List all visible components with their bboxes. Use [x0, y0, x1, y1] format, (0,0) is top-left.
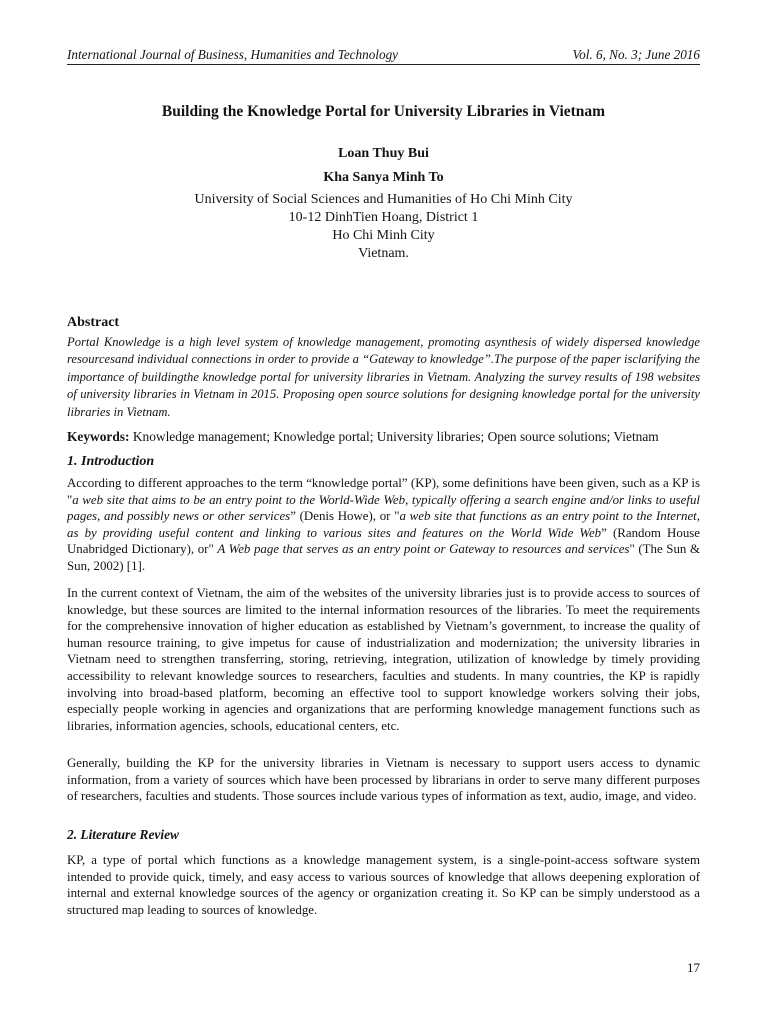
literature-review-heading: 2. Literature Review	[67, 827, 179, 842]
paper-title: Building the Knowledge Portal for University Libraries in Vietnam	[161, 103, 606, 120]
literature-review-paragraph-1: KP, a type of portal which functions as a knowledge management system, is a single-point-access software system intended to provide quick, timely, and easy access to various sources of knowledge that allows deepening exploration of internal and external knowledge sources of the agency or organization creating it. So KP can be simply understood as a structured map leading to sources of knowledge.	[67, 853, 700, 917]
keywords-label: Keywords:	[67, 429, 130, 444]
intro-p1-quote-1: a web site that aims to be an entry point to the World-Wide Web, typically offering a search engine and/or links to useful pages, and possibly news or other services	[67, 492, 700, 524]
running-header	[67, 46, 700, 65]
abstract-heading: Abstract	[67, 315, 120, 330]
affiliation-line-2: 10-12 DinhTien Hoang, District 1	[288, 210, 479, 225]
page-number: 17	[687, 960, 700, 975]
intro-p1-text-2: ” (Denis Howe), or "	[290, 509, 400, 524]
introduction-heading: 1. Introduction	[67, 454, 155, 469]
keywords	[67, 429, 700, 445]
journal-name: International Journal of Business, Humanities and Technology	[67, 47, 399, 62]
intro-p1-text-1: According to different approaches to the term “knowledge portal” (KP), some definitions have been given, such as a KP is "	[67, 476, 700, 507]
affiliation-line-3: Ho Chi Minh City	[332, 228, 435, 243]
intro-p1-text-4: " (The Sun & Sun, 2002) [1].	[67, 542, 701, 573]
introduction-paragraph-1	[67, 475, 700, 575]
affiliation-line-4: Vietnam.	[358, 246, 409, 261]
introduction-paragraph-3: Generally, building the KP for the university libraries in Vietnam is necessary to support users access to dynamic information, from a variety of sources which have been processed by librarians in order to serve many different purposes of researchers, faculties and students. Those sources include various types of information as text, audio, image, and video.	[67, 756, 700, 804]
affiliation-line-1: University of Social Sciences and Humanities of Ho Chi Minh City	[194, 192, 573, 207]
author-1: Loan Thuy Bui	[338, 146, 429, 161]
intro-p1-quote-2: a web site that functions as an entry point to the Internet, as by providing useful content and linking to various sites and features on the World Wide Web	[67, 509, 700, 540]
introduction-paragraph-2: In the current context of Vietnam, the aim of the websites of the university libraries just is to provide access to sources of knowledge, but these sources are limited to the internal information resources of the libraries. To meet the requirements for the comprehensive innovation of higher education as established by Vietnam’s government, to increase the quality of human resource training, to give impetus for cause of industrialization and modernization; the university libraries in Vietnam need to strengthen transferring, storing, retrieving, integration, utilization of knowledge by timely providing accessibility to relevant knowledge sources to researchers, faculties and students. In many countries, the KP is rapidly involving into broad-based platform, becoming an effective tool to support knowledge workers solving their jobs, especially people working in agencies and organizations that are performing knowledge management functions such as libraries, information agencies, schools, educational centers, etc.	[67, 586, 700, 733]
author-2: Kha Sanya Minh To	[323, 170, 444, 185]
abstract-text: Portal Knowledge is a high level system of knowledge management, promoting asynthesis of widely dispersed knowledge resourcesand individual connections in order to provide a “Gateway to knowledge”.The purpose of the paper isclarifying the importance of buildingthe knowledge portal for university libraries in Vietnam. Analyzing the survey results of 198 websites of university libraries in Vietnam in 2015. Proposing open source solutions for designing knowledge portal for the university libraries in Vietnam.	[67, 335, 700, 419]
keywords-text: Knowledge management; Knowledge portal; University libraries; Open source solutions; Vietnam	[129, 429, 659, 444]
journal-volume: Vol. 6, No. 3; June 2016	[572, 47, 700, 62]
intro-p1-quote-3: A Web page that serves as an entry point or Gateway to resources and services	[217, 542, 630, 557]
intro-p1-text-3: ” (Random House Unabridged Dictionary), or"	[67, 525, 700, 557]
